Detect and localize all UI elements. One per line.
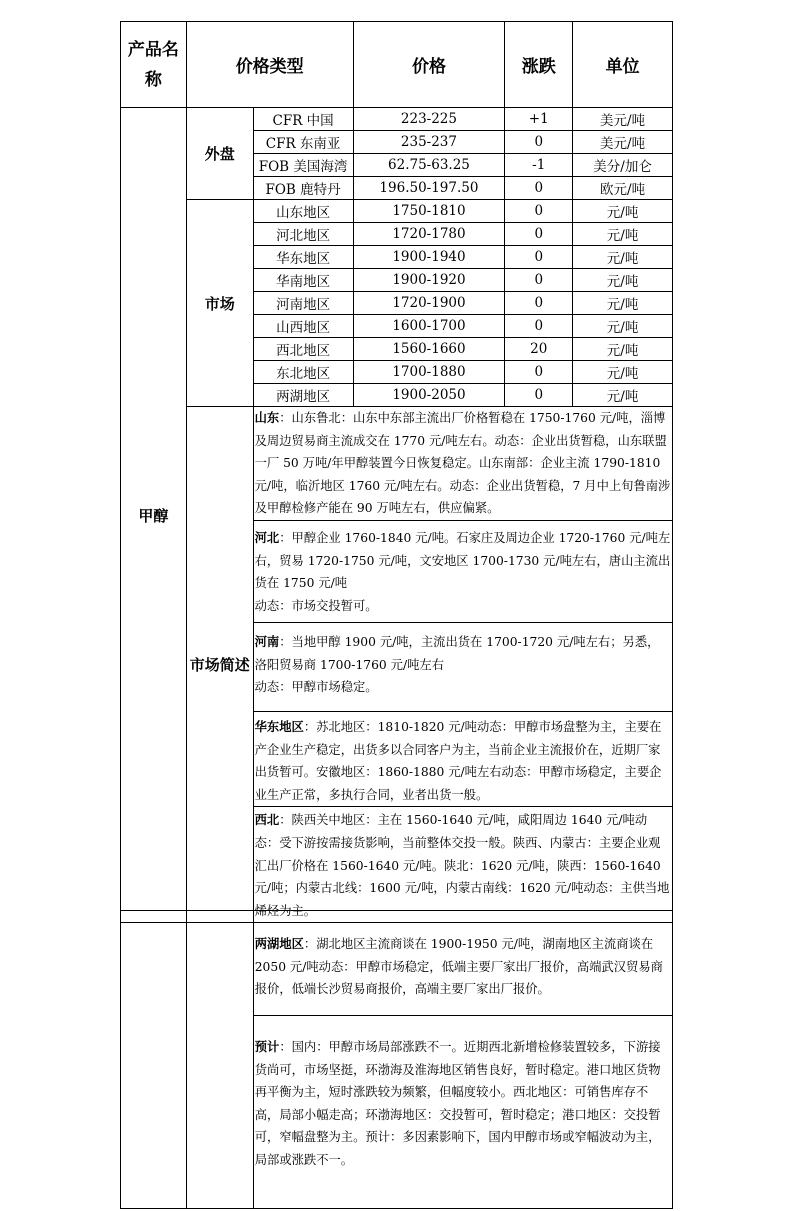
summary-text: ：当地甲醇 1900 元/吨，主流出货在 1700-1720 元/吨左右；另悉，洛阳贸易商 1700-1760 元/吨左右 [254,634,660,672]
change-cell: 0 [505,292,573,315]
summary-huadong [253,711,672,806]
change-cell: 0 [505,361,573,384]
price-type-cell: FOB 美国海湾 [253,154,353,177]
unit-cell: 欧元/吨 [573,177,673,200]
price-table [120,21,673,923]
group-summary: 市场简述 [186,407,253,923]
price-type-cell: FOB 鹿特丹 [253,177,353,200]
summary-row [121,911,673,1016]
summary-tag: 两湖地区 [254,937,304,951]
summary-tag: 预计 [254,1040,280,1054]
header-product: 产品名称 [121,22,187,108]
unit-cell: 元/吨 [573,315,673,338]
summary-tag: 西北 [254,813,280,828]
summary-henan [253,622,672,711]
price-type-cell: 东北地区 [253,361,353,384]
group-market: 市场 [186,200,253,407]
summary-text: ：山东鲁北：山东中东部主流出厂价格暂稳在 1750-1760 元/吨，淄博及周边贸易商主流成交在 1770 元/吨左右。动态：企业出货暂稳，山东联盟一厂 50 万吨/年甲醇装置今日恢复稳定。山东南部：企业主流 1790-1810 元/吨，临沂地区 1760 元/吨左右。动态：企业出货暂稳，7 月中上旬鲁南涉及甲醇检修产能在 90 万吨左右，供应偏紧。 [254,411,671,516]
change-cell: +1 [505,108,573,131]
price-type-cell: 山西地区 [253,315,353,338]
unit-cell: 元/吨 [573,269,673,292]
summary-dynamic: 动态：市场交投暂可。 [254,598,378,613]
summary-shandong [253,407,672,521]
price-cell: 223-225 [353,108,505,131]
change-cell: 0 [505,177,573,200]
change-cell: 0 [505,384,573,407]
unit-cell: 元/吨 [573,200,673,223]
price-type-cell: 西北地区 [253,338,353,361]
summary-hebei [253,520,672,622]
price-cell: 1900-1940 [353,246,505,269]
change-cell: 0 [505,269,573,292]
unit-cell: 元/吨 [573,246,673,269]
price-type-cell: 两湖地区 [253,384,353,407]
table-row [121,108,673,131]
summary-row [121,407,673,521]
change-cell: 0 [505,200,573,223]
change-cell: 0 [505,131,573,154]
group-outer: 外盘 [186,108,253,200]
header-change: 涨跌 [505,22,573,108]
header-unit: 单位 [573,22,673,108]
summary-text: ：陕西关中地区：主在 1560-1640 元/吨，咸阳周边 1640 元/吨动态：受下游按需接货影响，当前整体交投一般。陕西、内蒙古：主要企业观汇出厂价格在 1560-1640 元/吨。陕北：1620 元/吨，陕西：1560-1640 元/吨；内蒙古北线：1600 元/吨，内蒙古南线：1620 元/吨动态：主供当地烯烃为主。 [254,813,670,918]
change-cell: 0 [505,315,573,338]
summary-tag: 山东 [254,411,280,425]
unit-cell: 美元/吨 [573,131,673,154]
price-cell: 1900-1920 [353,269,505,292]
price-cell: 1560-1660 [353,338,505,361]
table-row [121,200,673,223]
price-type-cell: 华南地区 [253,269,353,292]
change-cell: 0 [505,223,573,246]
price-cell: 1900-2050 [353,384,505,407]
unit-cell: 元/吨 [573,384,673,407]
unit-cell: 元/吨 [573,292,673,315]
price-type-cell: 河北地区 [253,223,353,246]
continuation-product-cell [121,911,187,1209]
price-cell: 1720-1780 [353,223,505,246]
header-price: 价格 [353,22,505,108]
price-cell: 1750-1810 [353,200,505,223]
summary-text: ：甲醇企业 1760-1840 元/吨。石家庄及周边企业 1720-1760 元/吨左右，贸易 1720-1750 元/吨，文安地区 1700-1730 元/吨左右，唐山主流出货在 1750 元/吨 [254,530,671,591]
price-cell: 1720-1900 [353,292,505,315]
price-cell: 1700-1880 [353,361,505,384]
price-cell: 196.50-197.50 [353,177,505,200]
summary-tag: 华东地区 [254,719,304,734]
summary-text: ：国内：甲醇市场局部涨跌不一。近期西北新增检修装置较多，下游接货尚可，市场坚挺，环渤海及淮海地区销售良好，暂时稳定。港口地区货物再平衡为主，短时涨跌较为频繁，但幅度较小。西北地区：可销售库存不高，局部小幅走高；环渤海地区：交投暂可，暂时稳定；港口地区：交投暂可，窄幅盘整为主。预计：多因素影响下，国内甲醇市场或窄幅波动为主，局部或涨跌不一。 [254,1040,661,1167]
summary-forecast [253,1016,672,1209]
price-type-cell: 河南地区 [253,292,353,315]
change-cell: 20 [505,338,573,361]
summary-text: ：湖北地区主流商谈在 1900-1950 元/吨，湖南地区主流商谈在 2050 元/吨动态：甲醇市场稳定，低端主要厂家出厂报价，高端武汉贸易商报价，低端长沙贸易商报价，高端主要厂家出厂报价。 [254,937,663,997]
price-cell: 1600-1700 [353,315,505,338]
unit-cell: 元/吨 [573,361,673,384]
unit-cell: 元/吨 [573,338,673,361]
summary-text: ：苏北地区：1810-1820 元/吨动态：甲醇市场盘整为主，主要在产企业生产稳定，出货多以合同客户为主，当前企业主流报价在，近期厂家出货暂可。安徽地区：1860-1880 元/吨左右动态：甲醇市场稳定，主要企业生产正常，多执行合同，业者出货一般。 [254,719,662,802]
price-type-cell: CFR 东南亚 [253,131,353,154]
price-type-cell: CFR 中国 [253,108,353,131]
continuation-table [120,910,673,1209]
price-cell: 235-237 [353,131,505,154]
price-type-cell: 山东地区 [253,200,353,223]
summary-tag: 河北 [254,530,280,545]
continuation-group-cell [186,911,253,1209]
product-name: 甲醇 [121,108,187,923]
change-cell: 0 [505,246,573,269]
summary-tag: 河南 [254,634,280,649]
change-cell: -1 [505,154,573,177]
summary-lianghu [253,911,672,1016]
unit-cell: 元/吨 [573,223,673,246]
header-price-type: 价格类型 [186,22,353,108]
summary-dynamic: 动态：甲醇市场稳定。 [254,680,378,695]
header-row [121,22,673,108]
summary-xibei [253,807,672,923]
price-type-cell: 华东地区 [253,246,353,269]
unit-cell: 美分/加仑 [573,154,673,177]
unit-cell: 美元/吨 [573,108,673,131]
price-cell: 62.75-63.25 [353,154,505,177]
